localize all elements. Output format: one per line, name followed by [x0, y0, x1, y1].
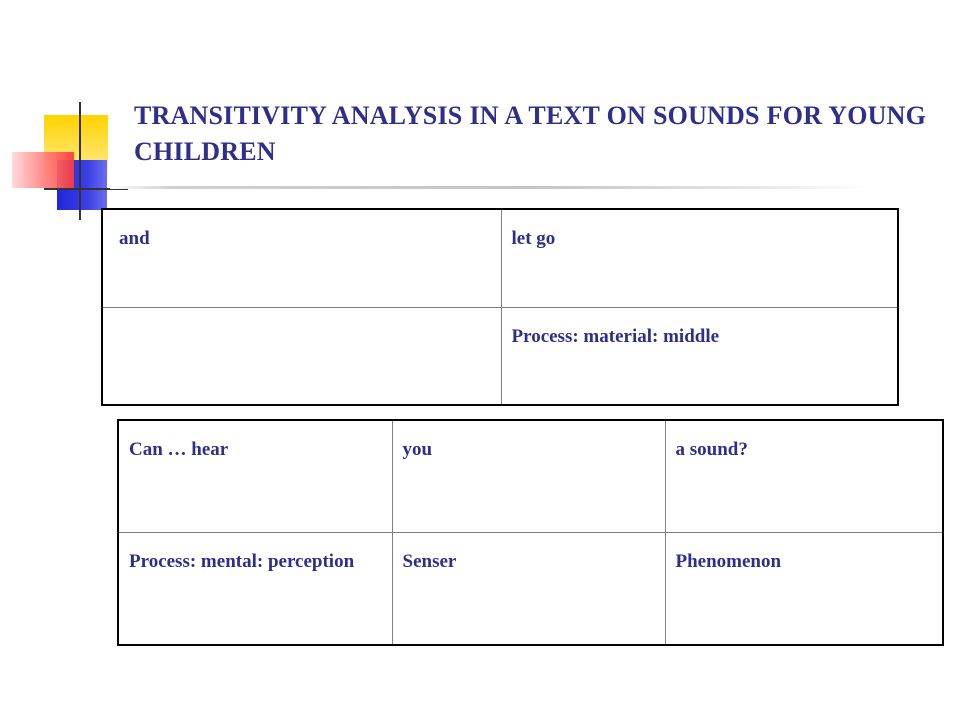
table-row — [102, 209, 898, 307]
table-cell: Process: material: middle — [501, 307, 898, 405]
transitivity-table-1 — [101, 208, 899, 406]
transitivity-table-2 — [117, 419, 944, 646]
title-underline — [110, 186, 870, 189]
logo-red-bar — [12, 152, 74, 188]
table-cell: Process: mental: perception — [118, 532, 392, 645]
logo-vertical-line — [79, 102, 81, 220]
table-cell — [102, 307, 501, 405]
table-cell: and — [102, 209, 501, 307]
slide-logo-decoration — [0, 0, 140, 230]
table-cell: Phenomenon — [665, 532, 943, 645]
table-cell: let go — [501, 209, 898, 307]
table-cell: you — [392, 420, 665, 532]
slide-title: TRANSITIVITY ANALYSIS IN A TEXT ON SOUNDS FOR YOUNG CHILDREN — [134, 101, 926, 166]
table-cell: Can … hear — [118, 420, 392, 532]
table-row — [118, 420, 943, 532]
table-row — [102, 307, 898, 405]
table-row — [118, 532, 943, 645]
table-cell: Senser — [392, 532, 665, 645]
table-cell: a sound? — [665, 420, 943, 532]
